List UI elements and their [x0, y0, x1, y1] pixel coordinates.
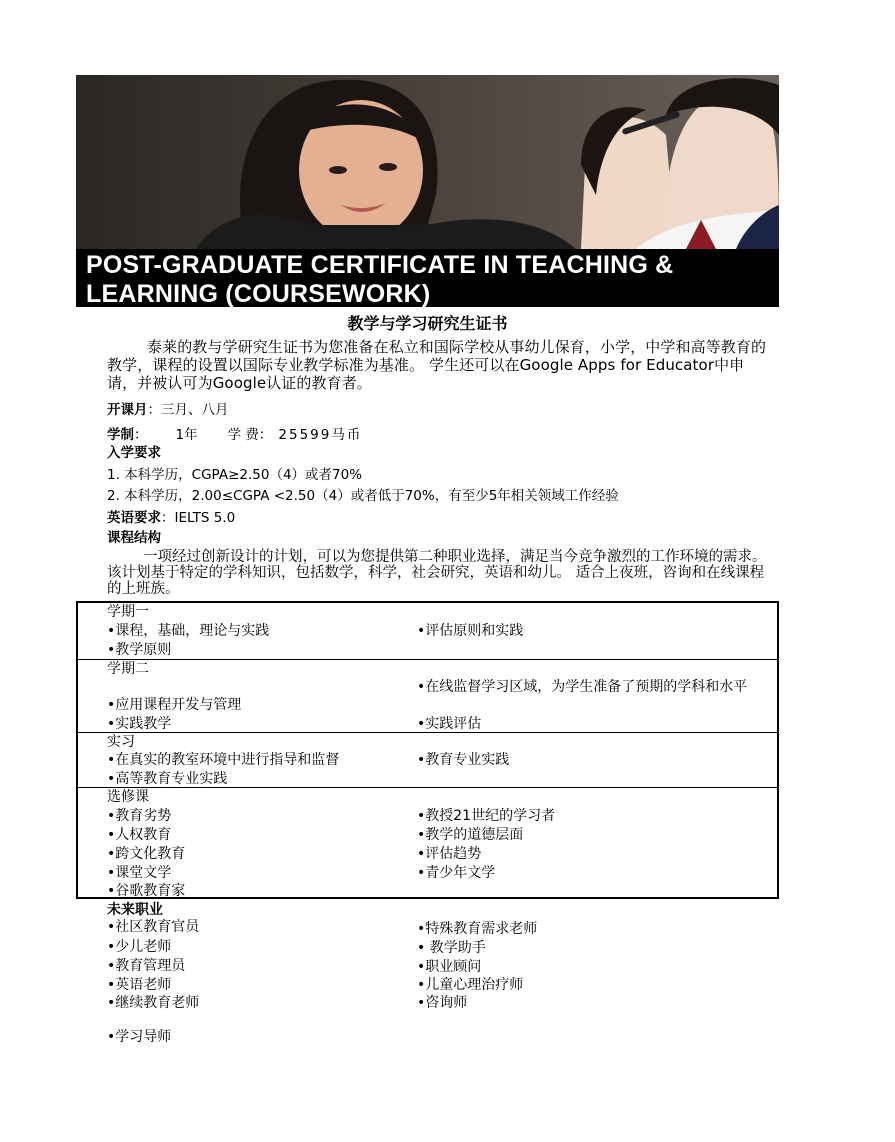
careers-heading: 未来职业 [107, 902, 163, 918]
internship-left-2: •高等教育专业实践 [107, 771, 228, 787]
career-left-4: •英语老师 [107, 977, 172, 993]
fee-value: 25599马币 [278, 427, 363, 443]
intake-label: 开课月 [107, 402, 148, 418]
entry-item-2: 2. 本科学历，2.00≤CGPA <2.50（4）或者低于70%，有至少5年相关领域工作经验 [107, 488, 619, 504]
semester-1-left-1: •课程，基础，理论与实践 [107, 623, 270, 639]
internship-left-1: •在真实的教室环境中进行指导和监督 [107, 752, 340, 768]
career-left-3: •教育管理员 [107, 958, 186, 974]
duration-sep: ： [134, 427, 148, 443]
electives-section [78, 788, 777, 898]
career-right-2: • 教学助手 [417, 940, 486, 956]
internship-right-1: •教育专业实践 [417, 752, 510, 768]
semester-1-left-2: •教学原则 [107, 642, 172, 658]
structure-paragraph: 一项经过创新设计的计划，可以为您提供第二种职业选择，满足当今竞争激烈的工作环境的需求。 该计划基于特定的学科知识，包括数学，科学，社会研究，英语和幼儿。 适合上夜班，咨询和在线课程的上班族。 [107, 549, 767, 597]
semester-2-right-2: •实践评估 [417, 716, 482, 732]
career-left-5: •继续教育老师 [107, 995, 200, 1011]
english-row [107, 509, 235, 527]
structure-heading [107, 529, 161, 547]
semester-1-section [78, 603, 777, 660]
entry-label: 入学要求 [107, 445, 161, 461]
elective-left-3: •跨文化教育 [107, 846, 186, 862]
career-right-5: •咨询师 [417, 995, 468, 1011]
intro-paragraph: 泰莱的教与学研究生证书为您准备在私立和国际学校从事幼儿保育，小学，中学和高等教育的教学，课程的设置以国际专业教学标准为基准。 学生还可以在Google Apps for Educator中申请，并被认可为Google认证的教育者。 [107, 338, 767, 392]
semester-2-left-2: •实践教学 [107, 716, 172, 732]
page-title: 教学与学习研究生证书 [347, 314, 508, 333]
intake-row [107, 401, 229, 419]
fee-label: 学 费： [227, 427, 273, 443]
english-label: 英语要求 [107, 510, 161, 526]
duration-row [107, 426, 362, 444]
career-left-1: •社区教育官员 [107, 919, 200, 935]
elective-left-2: •人权教育 [107, 827, 172, 843]
career-left-6: •学习导师 [107, 1029, 172, 1045]
semester-2-right-1: •在线监督学习区域，为学生准备了预期的学科和水平 [417, 679, 748, 695]
duration-value: 1年 [175, 427, 198, 443]
elective-right-2: •教学的道德层面 [417, 827, 524, 843]
duration-label: 学制 [107, 427, 134, 443]
structure-label: 课程结构 [107, 530, 161, 546]
semester-1-right-1: •评估原则和实践 [417, 623, 524, 639]
semester-1-title: 学期一 [107, 604, 149, 620]
internship-section [78, 733, 777, 788]
hero-photo [76, 75, 779, 249]
intake-value: ：三月、八月 [147, 402, 229, 418]
elective-right-3: •评估趋势 [417, 846, 482, 862]
career-right-3: •职业顾问 [417, 959, 482, 975]
career-left-2: •少儿老师 [107, 939, 172, 955]
internship-title: 实习 [107, 734, 135, 750]
elective-left-4: •课堂文学 [107, 865, 172, 881]
semester-2-left-1: •应用课程开发与管理 [107, 697, 242, 713]
course-table [76, 601, 779, 899]
elective-left-5: •谷歌教育家 [107, 883, 186, 899]
semester-2-section [78, 660, 777, 733]
career-right-1: •特殊教育需求老师 [417, 921, 538, 937]
elective-left-1: •教育劣势 [107, 808, 172, 824]
banner-line-1: POST-GRADUATE CERTIFICATE IN TEACHING & [86, 251, 674, 279]
english-value: ：IELTS 5.0 [161, 510, 236, 526]
banner-line-2: LEARNING (COURSEWORK) [86, 280, 431, 308]
career-right-4: •儿童心理治疗师 [417, 977, 524, 993]
program-banner [76, 249, 779, 307]
electives-title: 选修课 [107, 789, 149, 805]
elective-right-4: •青少年文学 [417, 865, 496, 881]
entry-item-1: 1. 本科学历，CGPA≥2.50（4）或者70% [107, 467, 363, 483]
semester-2-title: 学期二 [107, 661, 149, 677]
entry-requirements-heading [107, 444, 161, 462]
elective-right-1: •教授21世纪的学习者 [417, 808, 556, 824]
